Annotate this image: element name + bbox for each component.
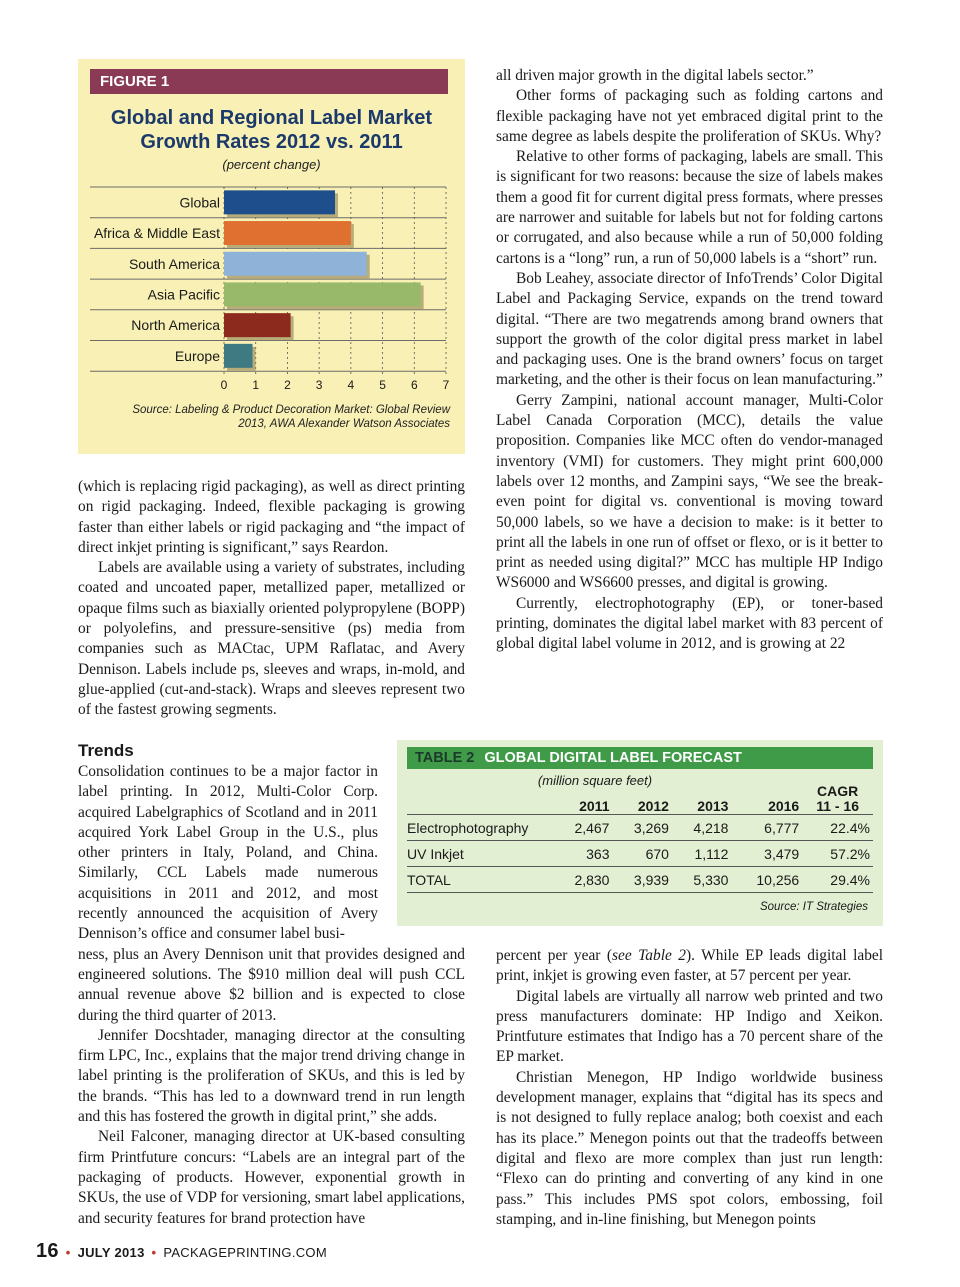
bullet-separator: •: [65, 1245, 71, 1260]
bar: [224, 344, 253, 368]
column-header: [407, 784, 553, 815]
table-header-row: [407, 784, 873, 815]
cagr-line2: 11 - 16: [816, 798, 860, 814]
table-title: GLOBAL DIGITAL LABEL FORECAST: [484, 750, 742, 766]
paragraph: Jennifer Docshtader, managing director at the consulting firm LPC, Inc., explains that the major trend driving change in label printing is the proliferation of SKUs, and this is led by the brands. “This has led to a downward trend in run length and this has fostered the growth in digital print,” she adds.: [78, 1026, 465, 1126]
category-label: Africa & Middle East: [93, 225, 220, 242]
forecast-table: [407, 784, 873, 893]
x-tick-label: 5: [379, 378, 386, 393]
table-cell: UV Inkjet: [407, 841, 553, 867]
table-cell: 3,939: [612, 867, 671, 893]
paragraph: [496, 946, 883, 987]
table-cell: 29.4%: [802, 867, 873, 893]
bar-chart: [78, 179, 465, 399]
table-cell: 670: [612, 841, 671, 867]
paragraph-continued: ness, plus an Avery Dennison unit that provides designed and engineered solutions. The $910 million deal will push CCL annual revenue above $2 billion and is expected to close during the third quarter of 2013.: [78, 945, 465, 1024]
x-tick-label: 7: [442, 378, 450, 393]
figure-1: [78, 59, 465, 454]
bar: [224, 313, 291, 337]
figure-title-line1: Global and Regional Label Market: [110, 107, 433, 129]
x-tick-label: 1: [252, 378, 260, 393]
website: PACKAGEPRINTING.COM: [163, 1245, 327, 1260]
paragraph: (which is replacing rigid packaging), as well as direct printing on rigid packaging. Indeed, flexible packaging is growing faster than either labels or rigid packaging and “the impact of direct inkjet printing is significant,” says Reardon.: [78, 478, 465, 556]
x-tick-label: 6: [410, 378, 418, 393]
table-header-bar: [407, 747, 873, 769]
page-footer: [36, 1240, 327, 1263]
paragraph: all driven major growth in the digital labels sector.”: [496, 67, 814, 84]
figure-source-line1: Source: Labeling & Product Decoration Market: Global Review: [132, 404, 450, 416]
table-row: [407, 815, 873, 841]
table-cell: 6,777: [731, 815, 802, 841]
figure-source-line2: 2013, AWA Alexander Watson Associates: [238, 418, 450, 430]
figure-subtitle: (percent change): [222, 157, 321, 172]
table-cell: 2,830: [553, 867, 612, 893]
cagr-line1: CAGR: [816, 783, 859, 799]
figure-label: FIGURE 1: [90, 69, 448, 94]
section-heading-trends: Trends: [78, 741, 134, 760]
issue-date: JULY 2013: [77, 1245, 145, 1260]
table-subtitle: (million square feet): [537, 773, 653, 788]
category-label: Global: [179, 194, 220, 211]
paragraph: Labels are available using a variety of substrates, including coated and uncoated paper, metallized paper, metallized or opaque films such as biaxially oriented polypropylene (BOPP) or polyolefins, and pressure-sensitive (ps) media from companies such as MACtac, UPM Raflatac, and Avery Dennison. Labels include ps, sleeves and wraps, in-mold, and glue-applied (cut-and-stack). Wraps and sleeves represent two of the fastest growing segments.: [78, 559, 465, 719]
table-cell: TOTAL: [407, 867, 553, 893]
bullet-separator: •: [151, 1245, 157, 1260]
figure-title-line2: Growth Rates 2012 vs. 2011: [140, 131, 403, 153]
table-cell: 3,269: [612, 815, 671, 841]
paragraph: Relative to other forms of packaging, labels are small. This is significant for two reasons: because the size of labels makes them a good fit for current digital press formats, where presses are narrower and suitable for labels but not for folding cartons or corrugated, and also because while a run of 50,000 folding cartons is a “long” run, a run of 50,000 labels is a “short” run.: [496, 148, 883, 267]
category-label: Europe: [174, 347, 220, 364]
paragraph: Bob Leahey, associate director of InfoTrends’ Color Digital Label and Packaging Service, expands on the trend toward digital. “There are two megatrends among brand owners that support the growth of the color digital press market in label and packaging uses. One is the brand owners’ focus on target marketing, and the other is their focus on lean manufacturing.”: [496, 269, 883, 389]
category-label: South America: [128, 255, 220, 272]
paragraph: Currently, electrophotography (EP), or toner-based printing, dominates the digital label market with 83 percent of global digital label volume in 2012, and is growing at 22: [496, 594, 883, 653]
table-reference: see Table 2: [612, 947, 686, 964]
figure-title: [78, 106, 465, 154]
x-tick-label: 3: [315, 378, 323, 393]
text-run: ). While EP leads digital label print, inkjet is growing even faster, at 57 percent per year.: [496, 947, 883, 985]
table-cell: 1,112: [672, 841, 731, 867]
table-cell: 22.4%: [802, 815, 873, 841]
paragraph: Digital labels are virtually all narrow web printed and two press manufacturers dominate: HP Indigo and Xeikon. Printfuture estimates that Indigo has a 70 percent share of the EP market.: [496, 987, 883, 1066]
table-label: TABLE 2: [415, 750, 475, 766]
figure-source: [98, 403, 450, 431]
column-header-cagr: [802, 784, 873, 815]
bar: [224, 282, 421, 306]
article-column-left-top: [78, 477, 465, 721]
bar: [224, 252, 367, 276]
paragraph: Neil Falconer, managing director at UK-based consulting firm Printfuture concurs: “Labels are an integral part of the packaging of products. However, exponential growth in SKUs, the use of VDP for versioning, smart label applications, and security features for brand protection have: [78, 1128, 465, 1227]
table-cell: 5,330: [672, 867, 731, 893]
x-tick-label: 2: [284, 378, 291, 393]
paragraph: Other forms of packaging such as folding cartons and flexible packaging have not yet embraced digital print to the same degree as labels despite the proliferation of SKUs. Why?: [496, 87, 883, 145]
table-cell: 10,256: [731, 867, 802, 893]
table-cell: 4,218: [672, 815, 731, 841]
article-column-right-bottom: [496, 946, 883, 1230]
column-header: 2012: [612, 784, 671, 815]
article-column-right-top: [496, 66, 883, 655]
table-cell: Electrophotography: [407, 815, 553, 841]
category-label: Asia Pacific: [147, 286, 220, 303]
bar: [224, 190, 335, 214]
table-row: [407, 867, 873, 893]
column-header: 2016: [731, 784, 802, 815]
table-cell: 2,467: [553, 815, 612, 841]
page-number: 16: [36, 1240, 59, 1262]
x-tick-label: 4: [347, 378, 355, 393]
paragraph-narrow-part: Consolidation continues to be a major factor in label printing. In 2012, Multi-Color Corp. acquired Labelgraphics of Scotland and in 2011 acquired York Label Group in the U.S., plus other printers in Italy, Poland, and China. Similarly, CCL Labels made numerous acquisitions in 2011 and 2012, and most recently announced the acquisition of Avery Dennison’s office and consumer label busi-: [78, 763, 378, 943]
category-label: North America: [131, 317, 220, 334]
column-header: 2011: [553, 784, 612, 815]
table-cell: 3,479: [731, 841, 802, 867]
x-tick-label: 0: [220, 378, 228, 393]
table-cell: 363: [553, 841, 612, 867]
paragraph: Gerry Zampini, national account manager, Multi-Color Label Canada Corporation (MCC), details the value proposition. Companies like MCC often do vendor-managed inventory (VMI) for customers. They might print 600,000 labels over 12 months, and Zampini says, “We see the break-even point for digital vs. conventional is moving toward 50,000 labels, so we have a decision to make: is it better to print all the labels in one run of offset or flexo, or is it better to print as needed using digital?” MCC has multiple HP Indigo WS6000 and WS6600 presses, and digital is growing.: [496, 391, 883, 592]
table-source: Source: IT Strategies: [759, 901, 868, 913]
text-run: percent per year (: [496, 947, 613, 964]
bar: [224, 221, 351, 245]
column-header: 2013: [672, 784, 731, 815]
table-row: [407, 841, 873, 867]
table-2: [397, 740, 883, 926]
paragraph: Christian Menegon, HP Indigo worldwide business development manager, explains that “digital has its specs and is not designed to fully replace analog; both coexist and each has its place.” Menegon points out that the tradeoffs between digital and flexo are more complex than just run length: “Flexo can do printing and converting of any kind in one pass.” This includes PMS spot colors, embossing, foil stamping, and in-line finishing, but Menegon points: [496, 1068, 883, 1228]
table-cell: 57.2%: [802, 841, 873, 867]
